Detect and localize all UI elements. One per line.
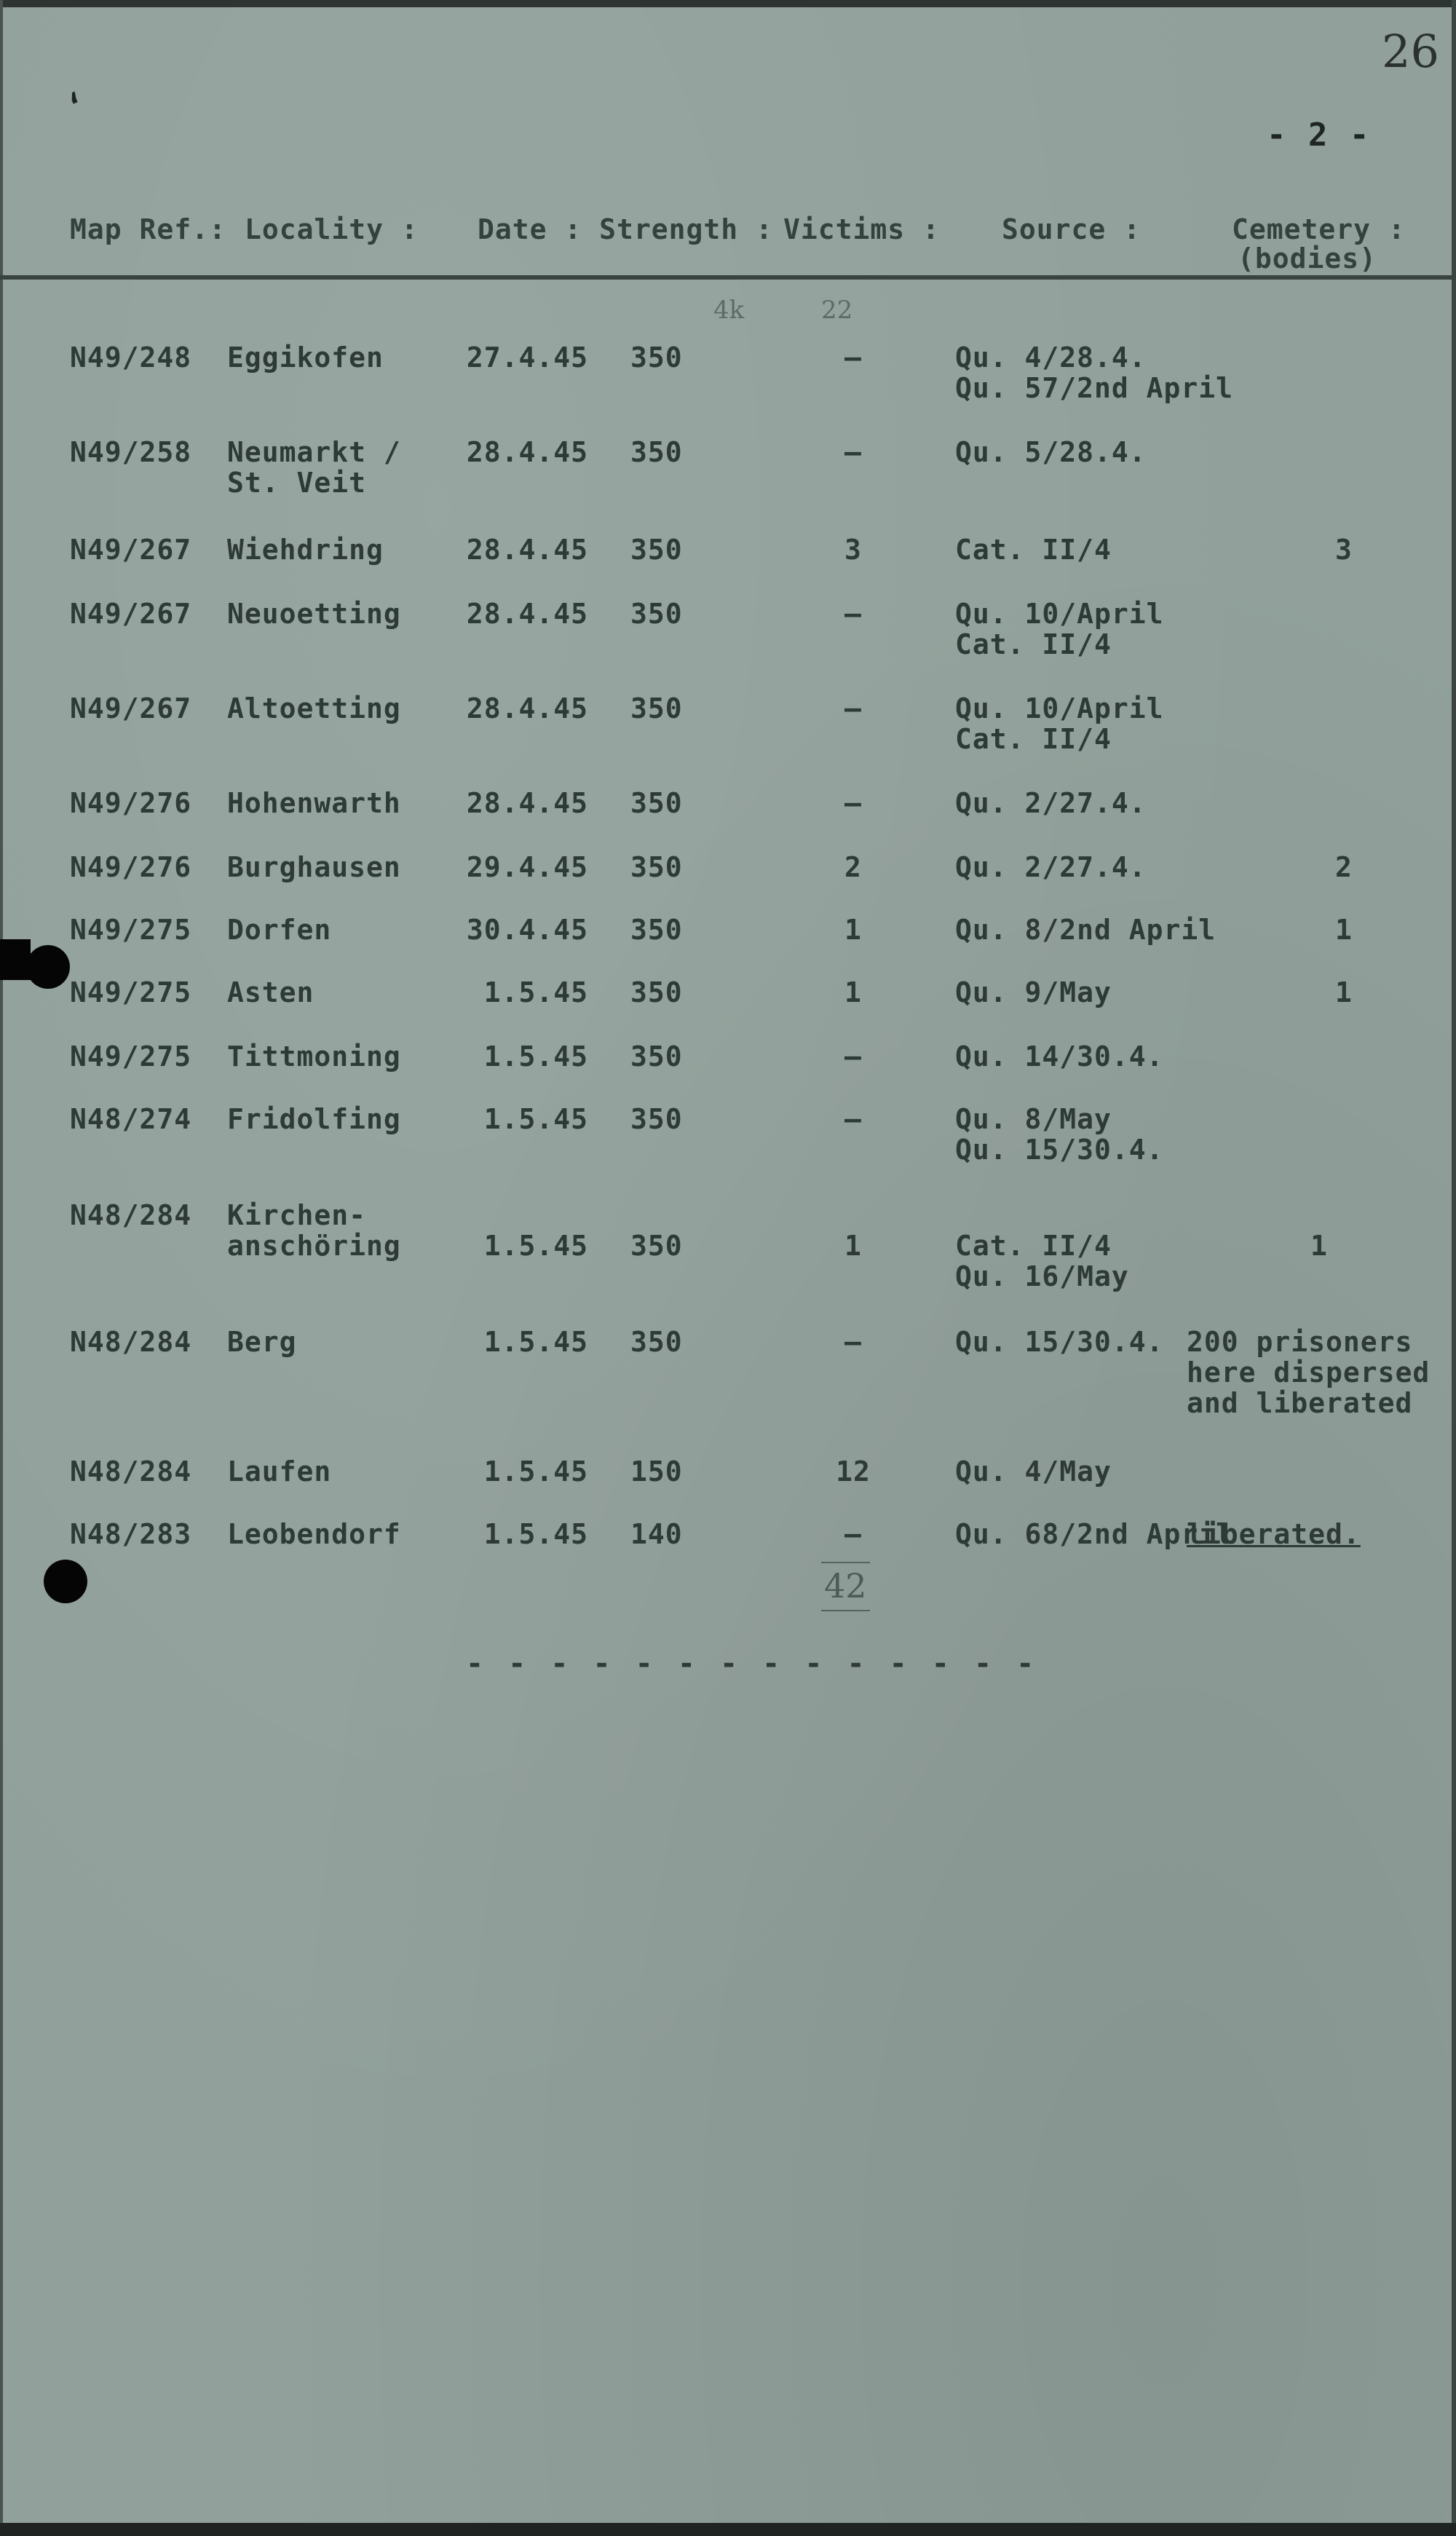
locality-cell: Neuoetting [227,598,401,630]
victims-cell: — [844,436,862,468]
map-ref-cell: N48/274 [70,1103,192,1135]
date-cell: 28.4.45 [466,787,588,819]
source-cell: Qu. 4/May [955,1455,1112,1488]
date-cell: 1.5.45 [483,1103,588,1135]
map-ref-cell: N49/276 [70,787,192,819]
source-cell: Cat. II/4 [955,723,1112,755]
locality-cell: Fridolfing [227,1103,401,1135]
map-ref-cell: N49/267 [70,534,192,566]
date-cell: 28.4.45 [466,692,588,724]
locality-cell: Kirchen- [227,1199,367,1231]
strength-cell: 350 [630,976,683,1008]
locality-cell: Laufen [227,1455,332,1488]
cemetery-cell: and liberated [1187,1387,1413,1419]
source-cell: Qu. 5/28.4. [955,436,1147,468]
date-cell: 1.5.45 [483,976,588,1008]
scan-edge-top [0,0,1456,7]
pencil-victims-total: 42 [821,1562,870,1611]
map-ref-cell: N49/275 [70,1040,192,1073]
locality-cell: Dorfen [227,914,332,946]
victims-cell: 1 [844,976,862,1008]
strength-cell: 350 [630,598,683,630]
header-victims: Victims : [783,213,940,245]
victims-cell: — [844,787,862,819]
strength-cell: 350 [630,851,683,883]
end-dashed-rule: - - - - - - - - - - - - - - [466,1647,1038,1680]
victims-cell: 2 [844,851,862,883]
locality-cell: Tittmoning [227,1040,401,1073]
punch-hole-upper [26,945,70,989]
cemetery-cell: 200 prisoners [1187,1326,1413,1358]
punch-hole-lower [44,1560,87,1603]
header-map-ref: Map Ref.: [70,213,226,245]
victims-cell: — [844,341,862,374]
locality-cell: St. Veit [227,467,367,499]
map-ref-cell: N49/267 [70,692,192,724]
strength-cell: 150 [630,1455,683,1488]
strength-cell: 350 [630,787,683,819]
binder-clip-mark [0,939,31,980]
map-ref-cell: N48/284 [70,1199,192,1231]
date-cell: 1.5.45 [483,1230,588,1262]
locality-cell: Asten [227,976,314,1008]
locality-cell: Altoetting [227,692,401,724]
locality-cell: Hohenwarth [227,787,401,819]
strength-cell: 350 [630,1040,683,1073]
strength-cell: 350 [630,1230,683,1262]
header-date-strength: Date : Strength : [478,213,773,245]
locality-cell: Wiehdring [227,534,384,566]
scan-edge-bottom [0,2523,1456,2536]
map-ref-cell: N48/284 [70,1326,192,1358]
locality-cell: Eggikofen [227,341,384,374]
date-cell: 1.5.45 [483,1455,588,1488]
locality-cell: Leobendorf [227,1518,401,1550]
victims-cell: 3 [844,534,862,566]
victims-cell: 1 [844,1230,862,1262]
map-ref-cell: N49/248 [70,341,192,374]
source-cell: Qu. 8/2nd April [955,914,1216,946]
victims-cell: — [844,692,862,724]
victims-cell: — [844,1518,862,1550]
header-source: Source : [1002,213,1142,245]
date-cell: 1.5.45 [483,1326,588,1358]
source-cell: Qu. 57/2nd April [955,372,1234,404]
source-cell: Qu. 10/April [955,598,1164,630]
header-rule [0,275,1456,280]
source-cell: Qu. 4/28.4. [955,341,1147,374]
victims-cell: — [844,1103,862,1135]
date-cell: 28.4.45 [466,436,588,468]
date-cell: 1.5.45 [483,1518,588,1550]
date-cell: 30.4.45 [466,914,588,946]
source-cell: Cat. II/4 [955,1230,1112,1262]
source-cell: Qu. 16/May [955,1260,1129,1292]
source-cell: Qu. 8/May [955,1103,1112,1135]
source-cell: Qu. 68/2nd April [955,1518,1234,1550]
victims-cell: 1 [844,914,862,946]
locality-cell: Neumarkt / [227,436,401,468]
strength-cell: 350 [630,341,683,374]
header-locality: Locality : [245,213,419,245]
date-cell: 28.4.45 [466,598,588,630]
date-cell: 28.4.45 [466,534,588,566]
source-cell: Qu. 9/May [955,976,1112,1008]
source-cell: Qu. 2/27.4. [955,787,1147,819]
cemetery-cell: 3 [1335,534,1353,566]
strength-cell: 140 [630,1518,683,1550]
source-cell: Qu. 15/30.4. [955,1134,1164,1166]
header-cemetery-sub: (bodies) [1238,242,1377,274]
pencil-note-right: 22 [821,296,853,325]
cemetery-cell: here dispersed [1187,1356,1431,1389]
map-ref-cell: N49/258 [70,436,192,468]
locality-cell: anschöring [227,1230,401,1262]
source-cell: Cat. II/4 [955,628,1112,660]
source-cell: Cat. II/4 [955,534,1112,566]
map-ref-cell: N49/275 [70,914,192,946]
victims-cell: 12 [836,1455,871,1488]
scan-edge-left [0,0,3,2536]
folio-number: 26 [1382,25,1439,78]
cemetery-cell: 1 [1335,976,1353,1008]
scan-edge-right [1452,0,1456,2536]
map-ref-cell: N49/276 [70,851,192,883]
header-cemetery: Cemetery : [1232,213,1406,245]
strength-cell: 350 [630,534,683,566]
cemetery-cell: 1 [1335,914,1353,946]
cemetery-cell: 1 [1310,1230,1328,1262]
source-cell: Qu. 2/27.4. [955,851,1147,883]
source-cell: Qu. 10/April [955,692,1164,724]
map-ref-cell: N48/284 [70,1455,192,1488]
source-cell: Qu. 15/30.4. [955,1326,1164,1358]
strength-cell: 350 [630,1326,683,1358]
victims-cell: — [844,1326,862,1358]
victims-cell: — [844,1040,862,1073]
locality-cell: Berg [227,1326,297,1358]
page-number: - 2 - [1267,116,1371,154]
strength-cell: 350 [630,692,683,724]
date-cell: 1.5.45 [483,1040,588,1073]
map-ref-cell: N48/283 [70,1518,192,1550]
strength-cell: 350 [630,436,683,468]
victims-cell: — [844,598,862,630]
strength-cell: 350 [630,914,683,946]
cemetery-cell: liberated. [1187,1518,1361,1550]
margin-mark: ʻ [58,83,98,133]
map-ref-cell: N49/275 [70,976,192,1008]
locality-cell: Burghausen [227,851,401,883]
strength-cell: 350 [630,1103,683,1135]
map-ref-cell: N49/267 [70,598,192,630]
cemetery-cell: 2 [1335,851,1353,883]
pencil-note-left: 4k [713,296,745,325]
date-cell: 27.4.45 [466,341,588,374]
date-cell: 29.4.45 [466,851,588,883]
source-cell: Qu. 14/30.4. [955,1040,1164,1073]
